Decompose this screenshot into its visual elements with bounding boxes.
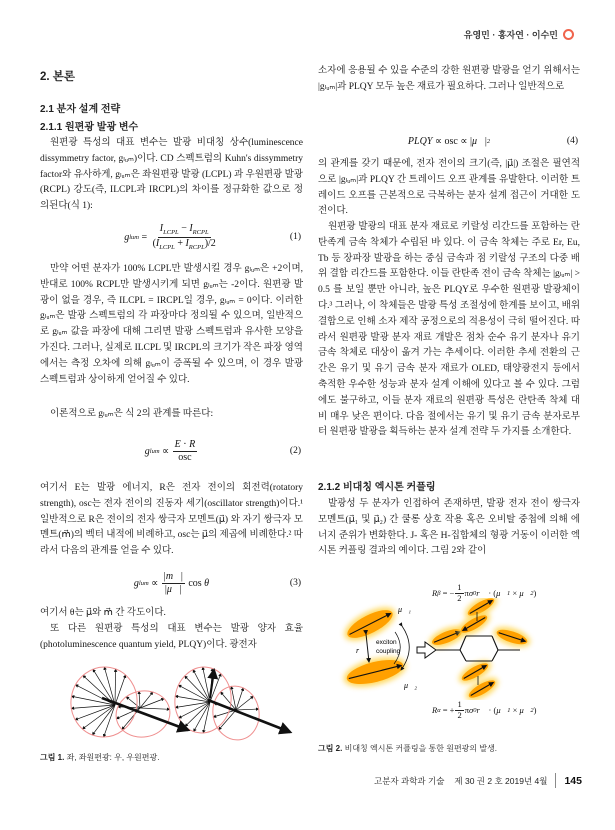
coupling-text: coupling xyxy=(376,648,401,655)
distance-vector-line xyxy=(366,634,369,662)
equation-1: g lum = $\frac{I_{LCPL} - I_{RCPL}}{(I_{LCPL} + I_{RCPL})/2}$ (1) xyxy=(124,223,301,251)
figure-2-equation-alpha: R α = + $\frac{1}{2}$ π σ 0 r⃗ · ( μ⃗ 1 × μ⃗ 2 ) xyxy=(432,699,537,720)
paragraph: 또 다른 원편광 특성의 대표 변수는 발광 양자 효율(photoluminescence quantum yield, PLQY)이다. 광전자 xyxy=(40,624,303,650)
equation-tag: (2) xyxy=(289,446,301,456)
figure-1-polarization-spirals xyxy=(40,658,303,750)
figure-2-equation-beta: R β = − $\frac{1}{2}$ π σ 0 r⃗ · ( μ⃗ 1 × μ⃗ 2 ) xyxy=(432,582,537,603)
figure-2-exciton-coupling-diagram xyxy=(320,598,582,700)
footer-divider xyxy=(555,773,556,788)
subsection-heading-2-1-2: 2.1.2 비대칭 엑시톤 커플링 xyxy=(318,482,436,493)
mu1-label: μ⃗₁ xyxy=(398,605,412,614)
header-authors xyxy=(464,28,574,41)
figure-2-caption: 그림 2. 비대칭 엑시톤 커플링을 통한 원편광의 발생. xyxy=(318,744,498,753)
exciton-text: exciton xyxy=(376,639,397,646)
spiral-envelope-right-large xyxy=(171,663,236,736)
spiral-envelope-left-large xyxy=(65,662,142,742)
paragraph: 만약 어떤 분자가 100% LCPL만 발생시킬 경우 gₗᵤₘ은 +2이며, 반대로 100% RCPL만 발생시키게 되면 gₗᵤₘ는 -2이다. 원편광 발광이 없을 경우, 즉 ILCPL = IRCPL일 경우, gₗᵤₘ = 0이다. 이러한 gₗᵤₘ은 발광 스펙트럼의 각 파장마다 정의될 수 있으며, 일반적으로 gₗᵤₘ 값을 파장에 대해 그리면 발광 스펙트럼과 유사한 모양을 가진다. 그러나, 실제로 ILCPL 및 IRCPL의 크기가 작은 파장 영역에서는 측정 오차에 의해 gₗᵤₘ이 증폭될 수 있으며, 이 경우 발광 스펙트럼과 상이하게 얻어질 수 있다. xyxy=(40,264,303,385)
paragraph: 소자에 응용될 수 있을 수준의 강한 원편광 발광을 얻기 위해서는 |gₗᵤₘ|과 PLQY 모두 높은 재료가 필요하다. 그러나 일반적으로 xyxy=(318,66,580,92)
equation-tag: (4) xyxy=(566,136,578,146)
subsection-heading-2-1: 2.1 분자 설계 전략 xyxy=(40,104,121,115)
equation-tag: (1) xyxy=(289,232,301,242)
author-names: 유영민 · 홍자연 · 이수민 xyxy=(463,30,558,40)
footer-journal-title: 고분자 과학과 기술 xyxy=(374,775,445,786)
equation-2: g lum ∝ $\frac{E \cdot R}{\text{osc}}$ (2) xyxy=(144,439,301,463)
spiral-envelope-right-small xyxy=(209,682,264,743)
mu2-label: μ⃗₂ xyxy=(404,681,418,690)
author-mark-icon xyxy=(563,29,574,40)
page-footer xyxy=(374,773,582,788)
equation-4: PLQY ∝ osc ∝ | μ⃗ | 2 (4) xyxy=(407,135,578,147)
paragraph: 원편광 발광의 대표 분자 재료로 키랄성 리간드를 포함하는 란탄족계 금속 착체가 수립된 바 있다. 이 금속 착체는 주로 Er, Eu, Tb 등 장파장 발광을 하는 중심 금속과 점 키랄성 구조의 다중 배위 결합 리간드를 포함한다. 이들 란탄족 전이 금속 착체는 |gₗᵤₘ| > 0.5 를 보일 뿐만 아니라, 높은 PLQY로 우수한 원편광 발광체이다.³ 그러나, 이 착체들은 발광 특성 조절성에 한계를 보이고, 배위 결합으로 인해 소자 제작 공정으로의 적용성이 극히 떨어진다. 따라서 원편광 발광 분자 재료 개발은 점차 순수 유기 분자나 유기 금속 착체로 대상이 옮겨 가는 추세이다. 이러한 추세 전환의 근간은 유기 및 유기 금속 분자 재료가 OLED, 태양광전지 등에서 축적한 우수한 성능과 분자 설계 이해에 있다고 볼 수 있다. 그럼에도 불구하고, 이들 분자 재료의 원편광 특성은 란탄족 착체 대비 매우 낮은 편이다. 다음 절에서는 유기 및 유기 금속 분자로부터 원편광 발광을 획득하는 분자 설계 전략 두 가지를 소개한다. xyxy=(318,222,580,438)
equation-tag: (3) xyxy=(289,578,301,588)
propagation-axis-arrow xyxy=(208,700,290,732)
r-vector-label: r⃗ xyxy=(356,646,366,655)
paragraph: 의 관계를 갖기 때문에, 전자 전이의 크기(즉, |μ⃗|) 조절은 필연적으로 |gₗᵤₘ|과 PLQY 간 트레이드 오프 관계를 유발한다. 이러한 트레이드 오프를 근본적으로 극복하는 분자 설계 접근이 거대한 도전이다. xyxy=(318,159,580,217)
paragraph: 발광성 두 분자가 인접하여 존재하면, 발광 전자 전이 쌍극자 모멘트(μ⃗₁ 및 μ⃗₂) 간 쿨롱 상호 작용 혹은 오비탈 중첩에 의해 에너지 준위가 변화한다. J- 혹은 H-집합체의 형광 거동이 이러한 엑시톤 커플링 결과의 예이다. 그림 2와 같이 xyxy=(318,499,580,557)
footer-issue-info: 제 30 권 2 호 2019년 4월 xyxy=(454,775,548,786)
section-heading: 2. 본론 xyxy=(40,71,76,83)
paragraph: 원편광 특성의 대표 변수는 발광 비대칭 상수(luminescence dissymmetry factor, gₗᵤₘ)이다. CD 스펙트럼의 Kuhn's dissymmetry factor와 유사하게, gₗᵤₘ은 좌원편광 발광 (LCPL) 과 우원편광 발광(RCPL) 강도(즉, ILCPL과 IRCPL)의 차이를 정규화한 값으로 정의된다(식 1): xyxy=(40,138,303,212)
paragraph: 여기서 θ는 μ⃗와 m⃗ 간 각도이다. xyxy=(40,608,166,618)
paragraph: 이론적으로 gₗᵤₘ은 식 2의 관계를 따른다: xyxy=(50,409,214,419)
equation-3: g lum ∝ $\frac{|m⃗|}{|\mu⃗|}$ cos θ (3) xyxy=(133,571,301,595)
footer-page-number: 145 xyxy=(564,774,582,787)
paragraph: 여기서 E는 발광 에너지, R은 전자 전이의 회전력(rotatory strength), osc는 전자 전이의 진동자 세기(oscillator strength)이다.¹ 일반적으로 R은 전이의 전자 쌍극자 모멘트(μ⃗) 와 자기 쌍극자 모멘트(m⃗)의 벡터 내적에 비례하고, osc는 μ⃗의 제곱에 비례한다.² 따라서 다음의 관계를 얻을 수 있다. xyxy=(40,483,303,557)
subsection-heading-2-1-1: 2.1.1 원편광 발광 변수 xyxy=(40,122,139,133)
figure-1-caption: 그림 1. 좌, 좌원편광: 우, 우원편광. xyxy=(40,753,160,762)
